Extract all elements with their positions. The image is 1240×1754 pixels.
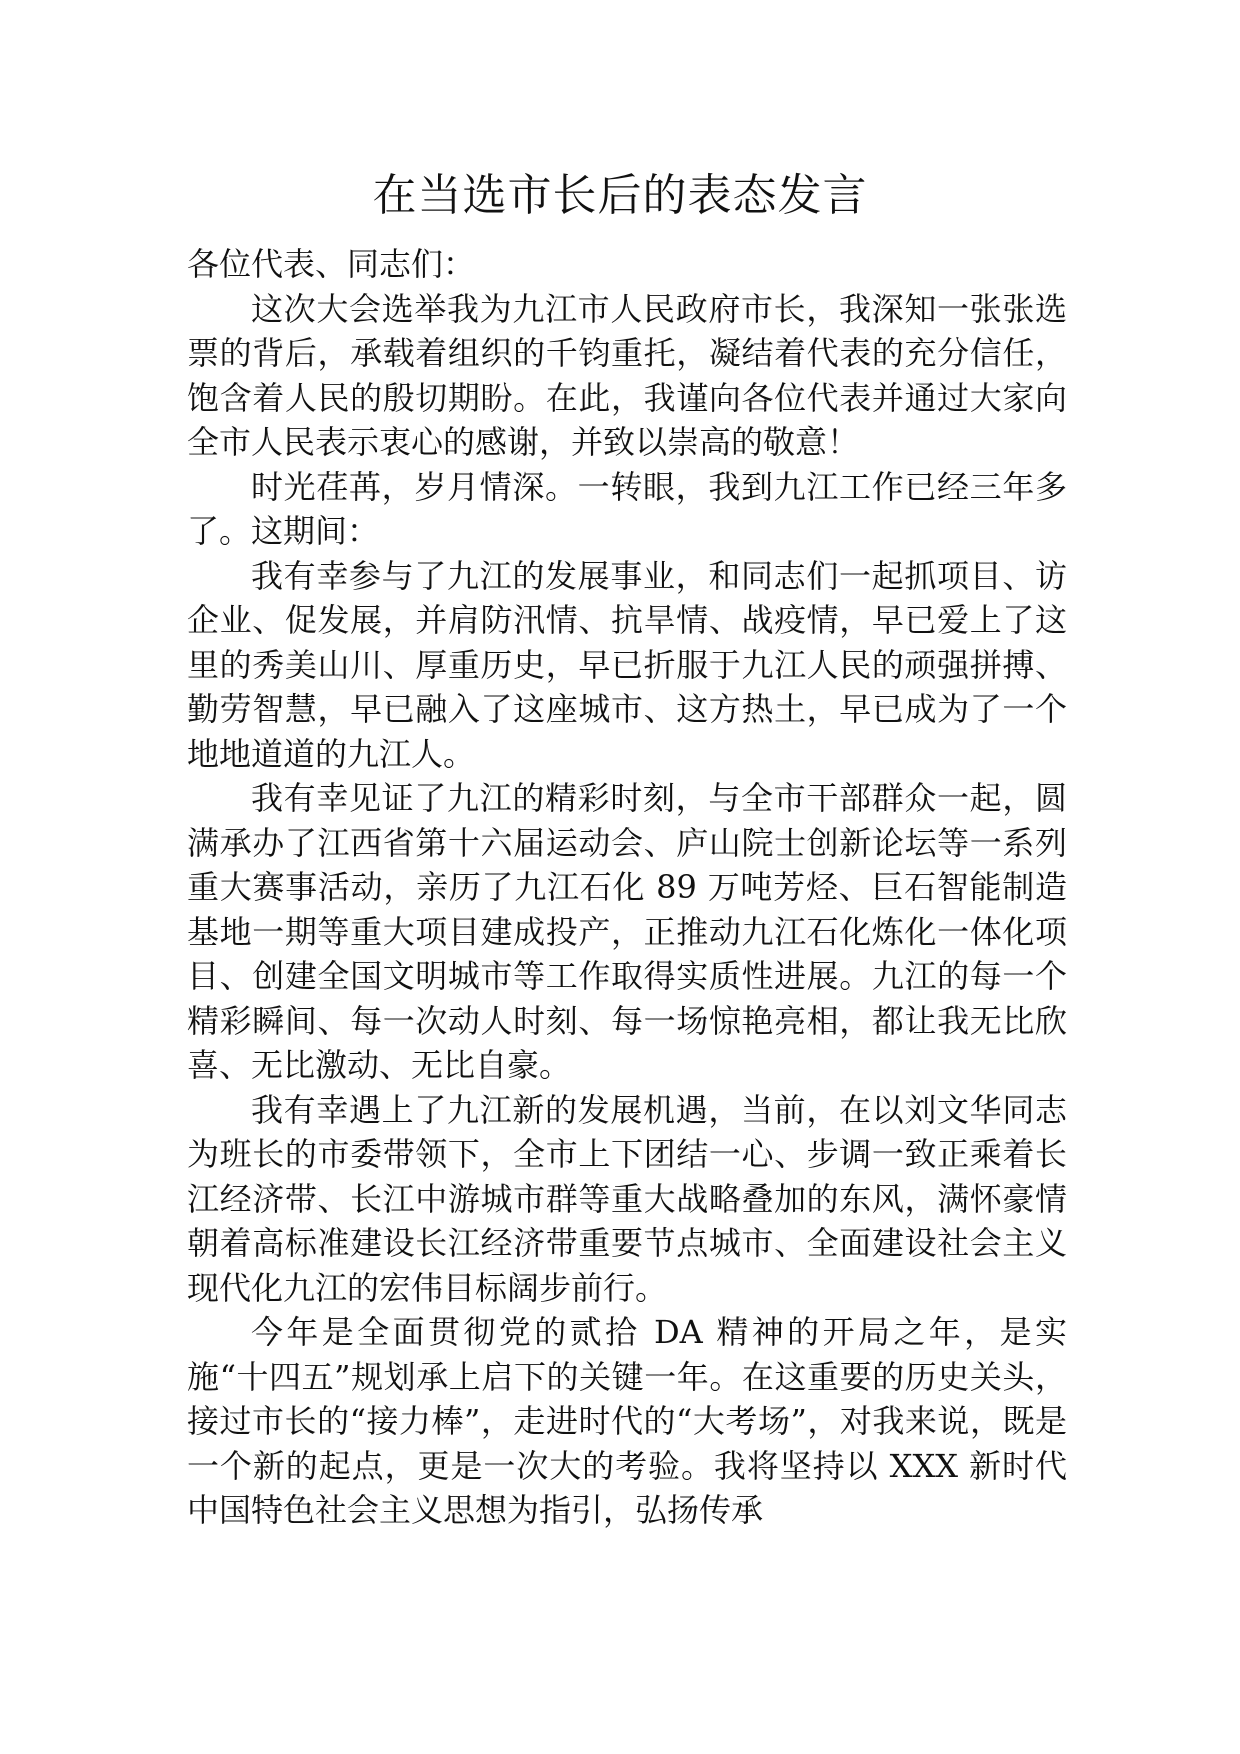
paragraph-3: 我有幸参与了九江的发展事业，和同志们一起抓项目、访企业、促发展，并肩防汛情、抗旱情、战疫情，早已爱上了这里的秀美山川、厚重历史，早已折服于九江人民的顽强拼搏、勤劳智慧，早已融入了这座城市、这方热土，早已成为了一个地地道道的九江人。 bbox=[187, 556, 1067, 773]
paragraph-2: 时光荏苒，岁月情深。一转眼，我到九江工作已经三年多了。这期间： bbox=[187, 467, 1067, 550]
paragraph-6: 今年是全面贯彻党的贰拾 DA 精神的开局之年，是实施“十四五”规划承上启下的关键一年。在这重要的历史关头，接过市长的“接力棒”，走进时代的“大考场”，对我来说，既是一个新的起点，更是一次大的考验。我将坚持以 XXX 新时代中国特色社会主义思想为指引，弘扬传承 bbox=[187, 1313, 1067, 1529]
document-body bbox=[187, 242, 1067, 1533]
paragraph-1: 这次大会选举我为九江市人民政府市长，我深知一张张选票的背后，承载着组织的千钧重托，凝结着代表的充分信任，饱含着人民的殷切期盼。在此，我谨向各位代表并通过大家向全市人民表示衷心的感谢，并致以崇高的敬意！ bbox=[187, 289, 1067, 461]
paragraph-4: 我有幸见证了九江的精彩时刻，与全市干部群众一起，圆满承办了江西省第十六届运动会、庐山院士创新论坛等一系列重大赛事活动，亲历了九江石化 89 万吨芳烃、巨石智能制造基地一期等重大项目建成投产，正推动九江石化炼化一体化项目、创建全国文明城市等工作取得实质性进展。九江的每一个精彩瞬间、每一次动人时刻、每一场惊艳亮相，都让我无比欣喜、无比激动、无比自豪。 bbox=[187, 779, 1067, 1084]
document-title: 在当选市长后的表态发言 bbox=[372, 170, 868, 221]
paragraph-5: 我有幸遇上了九江新的发展机遇，当前，在以刘文华同志为班长的市委带领下，全市上下团结一心、步调一致正乘着长江经济带、长江中游城市群等重大战略叠加的东风，满怀豪情朝着高标准建设长江经济带重要节点城市、全面建设社会主义现代化九江的宏伟目标阔步前行。 bbox=[187, 1090, 1067, 1307]
salutation: 各位代表、同志们： bbox=[187, 245, 476, 283]
